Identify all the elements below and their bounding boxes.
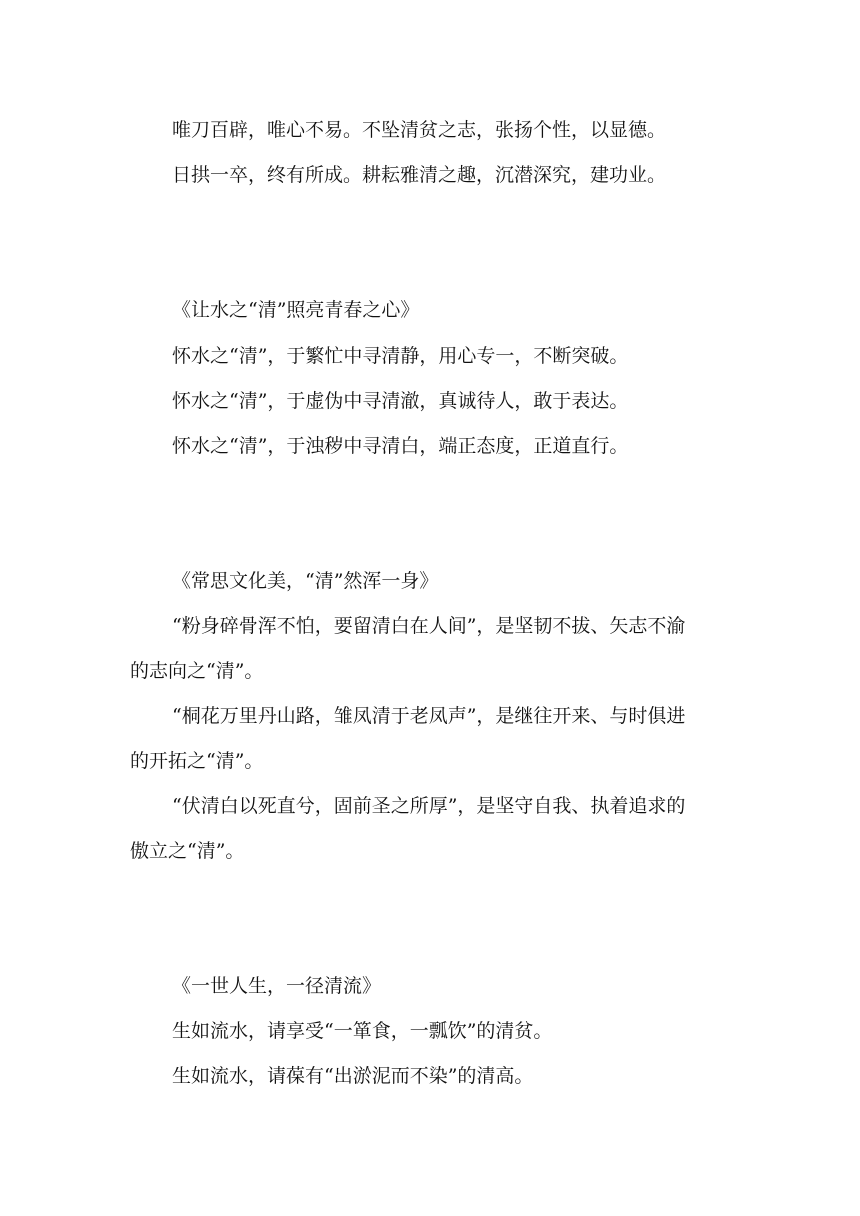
section-title: 《一世人生，一径清流》 xyxy=(172,975,382,997)
paragraph-line: 的开拓之“清”。 xyxy=(130,750,264,772)
paragraph-line: 日拱一卒，终有所成。耕耘雅清之趣，沉潜深究，建功业。 xyxy=(172,164,667,186)
paragraph-line: 傲立之“清”。 xyxy=(130,840,245,862)
paragraph-line: 怀水之“清”，于虚伪中寻清澈，真诚待人，敢于表达。 xyxy=(172,390,629,412)
paragraph-line: “伏清白以死直兮，固前圣之所厚”，是坚守自我、执着追求的 xyxy=(172,795,686,817)
paragraph-line: 怀水之“清”，于繁忙中寻清静，用心专一，不断突破。 xyxy=(172,345,629,367)
paragraph-line: 生如流水，请享受“一箪食，一瓢饮”的清贫。 xyxy=(172,1020,553,1042)
paragraph-line: 怀水之“清”，于浊秽中寻清白，端正态度，正道直行。 xyxy=(172,435,629,457)
section-title: 《让水之“清”照亮青春之心》 xyxy=(172,299,420,321)
section-title: 《常思文化美，“清”然浑一身》 xyxy=(172,570,439,592)
paragraph-line: “桐花万里丹山路，雏凤清于老凤声”，是继往开来、与时俱进 xyxy=(172,705,686,727)
paragraph-line: 的志向之“清”。 xyxy=(130,660,264,682)
paragraph-line: 生如流水，请葆有“出淤泥而不染”的清高。 xyxy=(172,1065,534,1087)
paragraph-line: “粉身碎骨浑不怕，要留清白在人间”，是坚韧不拔、矢志不渝 xyxy=(172,615,686,637)
paragraph-line: 唯刀百辟，唯心不易。不坠清贫之志，张扬个性，以显德。 xyxy=(172,119,667,141)
